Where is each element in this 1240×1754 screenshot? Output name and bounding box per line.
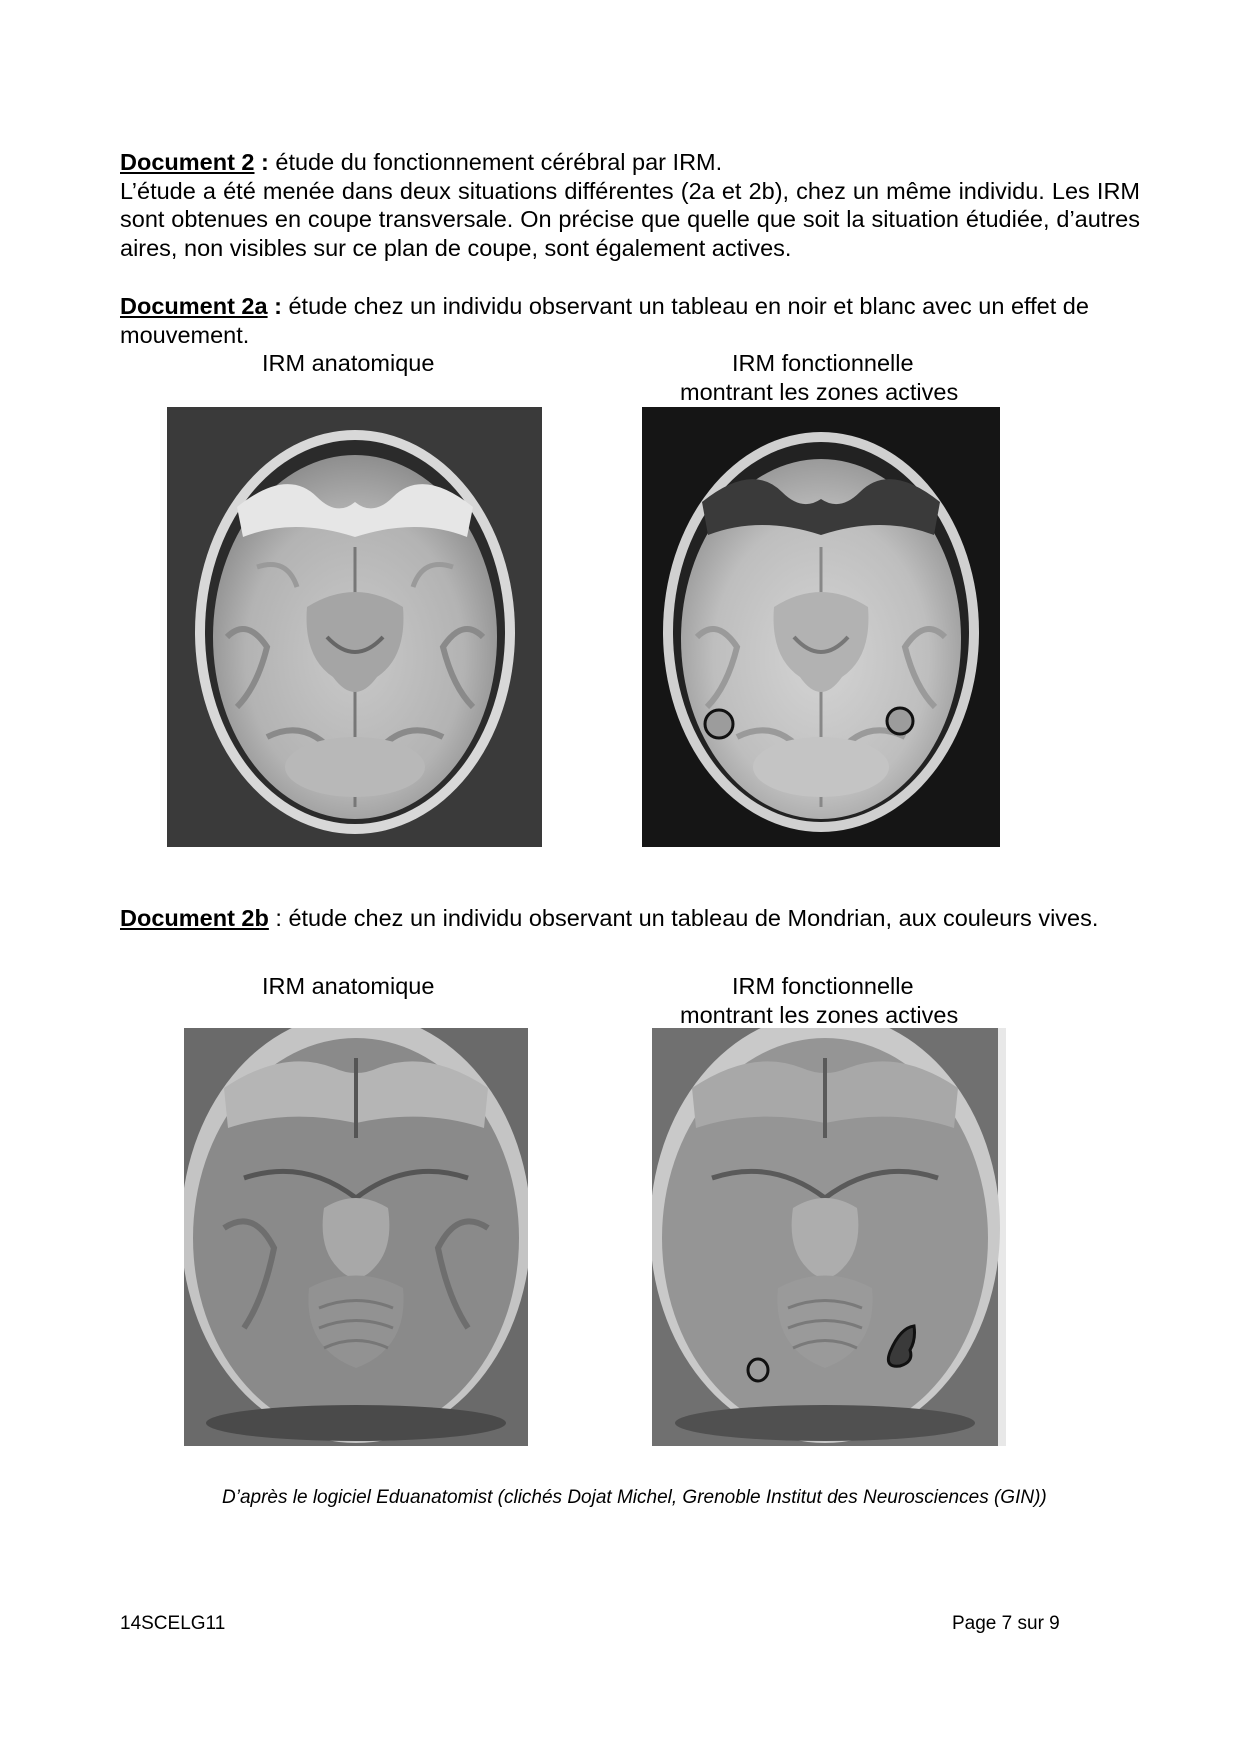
mri-2a-anatomical-image: [167, 407, 542, 847]
doc2b-caption-anatomique: IRM anatomique: [262, 973, 435, 999]
doc2-title: Document 2: [120, 149, 255, 175]
mri-2b-anatomical-image: [184, 1028, 528, 1446]
doc2b-caption-fonctionnelle-2: montrant les zones actives: [680, 1002, 959, 1028]
doc2b-text: : étude chez un individu observant un tableau de Mondrian, aux couleurs vives.: [268, 905, 1099, 931]
mri-2b-functional-image: [652, 1028, 1006, 1446]
source-credit: D’après le logiciel Eduanatomist (clichés Dojat Michel, Grenoble Institut des Neurosciences (GIN)): [222, 1487, 1047, 1508]
doc2a-text: étude chez un individu observant un tableau en noir et blanc avec un effet de mouvement.: [120, 293, 1089, 348]
doc2-paragraph: [120, 148, 1140, 262]
doc2a-caption-fonctionnelle-1: IRM fonctionnelle: [732, 350, 914, 376]
footer-page-number: Page 7 sur 9: [952, 1613, 1060, 1634]
active-zone-marker: [887, 708, 913, 734]
footer-code: 14SCELG11: [120, 1613, 226, 1634]
doc2a-caption-anatomique: IRM anatomique: [262, 350, 435, 376]
doc2a-paragraph: [120, 292, 1140, 349]
mri-2a-functional-image: [642, 407, 1000, 847]
doc2b-title: Document 2b: [120, 905, 269, 931]
doc2-body: L’étude a été menée dans deux situations différentes (2a et 2b), chez un même individu. Les IRM sont obtenues en coupe transversale. On précise que quelle que soit la situation étudiée, d’autres aires, non visibles sur ce plan de coupe, sont également actives.: [120, 177, 1140, 261]
active-zone-marker: [748, 1359, 768, 1381]
doc2b-paragraph: [120, 904, 1140, 933]
doc2a-caption-fonctionnelle-2: montrant les zones actives: [680, 379, 959, 405]
doc2-intro: étude du fonctionnement cérébral par IRM.: [268, 149, 723, 175]
doc2a-colon: :: [267, 293, 282, 319]
active-zone-marker: [705, 710, 733, 738]
doc2a-title: Document 2a: [120, 293, 268, 319]
doc2b-caption-fonctionnelle-1: IRM fonctionnelle: [732, 973, 914, 999]
doc2-colon: :: [254, 149, 269, 175]
